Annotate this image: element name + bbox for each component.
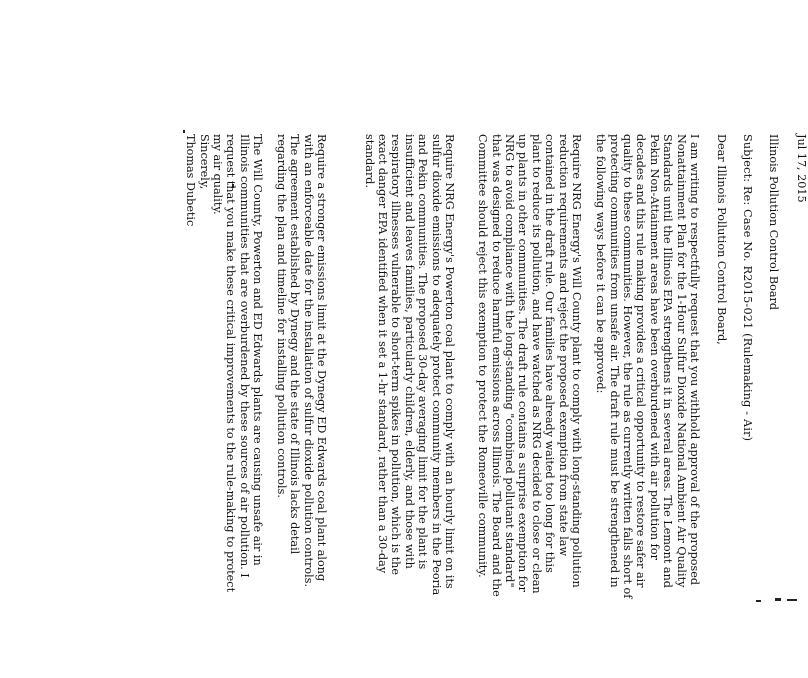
letter-recipient: Illinois Pollution Control Board (767, 134, 780, 311)
letter-date: Jul 17, 2015 (795, 134, 808, 203)
letter-closing: Sincerely, (198, 134, 211, 190)
rotated-letter (88, 118, 808, 678)
body-paragraph-ed-edwards: Require a stronger emissions limit at the Dynegy ED Edwards coal plant along with an enforceable date for the installation of sulfur dioxide pollution controls. The agreement established by Dynegy and the state of Illinois lacks detail regarding the plan and timeline for installing pollution controls. (274, 134, 328, 588)
letter-subject: Subject: Re: Case No. R2015-021 (Rulemaking - Air) (741, 134, 754, 442)
body-paragraph-powerton: Require NRG Energy's Powerton coal plant to comply with an hourly limit on its sulfur dioxide emissions to adequately protect community members in the Peoria and Pekin communities. The proposed 30-day averaging limit for the plant is insufficient and leaves families, particularly children, elderly, and those with respiratory illnesses vulnerable to short-term spikes in pollution, which is the exact danger EPA identified when it set a 1-hr standard, rather than a 30-day standard. (362, 134, 456, 596)
body-paragraph-conclusion: The Will County, Powerton and ED Edwards plants are causing unsafe air in Illinois communities that are overburdened by these sources of air pollution. I request that you make these critical improvements to the rule-making to protect my air quality. (210, 134, 264, 593)
letter-signer: Thomas Dubetic (184, 134, 197, 227)
body-paragraph-will-county: Require NRG Energy's Will County plant to comply with long-standing pollution reduction requirements and reject the proposed exemption from state law contained in the draft rule. Our families have already waited too long for this plant to reduce its pollution, and have watched as NRG decided to close or clean up plants in other communities. The draft rule contains a surprise exemption for NRG to avoid compliance with the long-standing "combined pollutant standard" that was designed to reduce harmful emissions across Illinois. The Board and the Committee should reject this exemption to protect the Romeoville community. (476, 134, 583, 597)
body-paragraph-intro: I am writing to respectfully request that you withhold approval of the proposed Nonattainment Plan for the 1-Hour Sulfur Dioxide National Ambient Air Quality Standards until the Illinois EPA strengthens it in several areas. The Lemont and Pekin Non-Attainment areas have been overburdened with air pollution for decades and this rule making provides a critical opportunity to restore safer air quality to these communities. However, the rule as currently written falls short of protecting communities from unsafe air. The draft rule must be strengthened in the following ways before it can be approved: (594, 134, 701, 599)
letter-salutation: Dear Illinois Pollution Control Board, (715, 134, 728, 345)
